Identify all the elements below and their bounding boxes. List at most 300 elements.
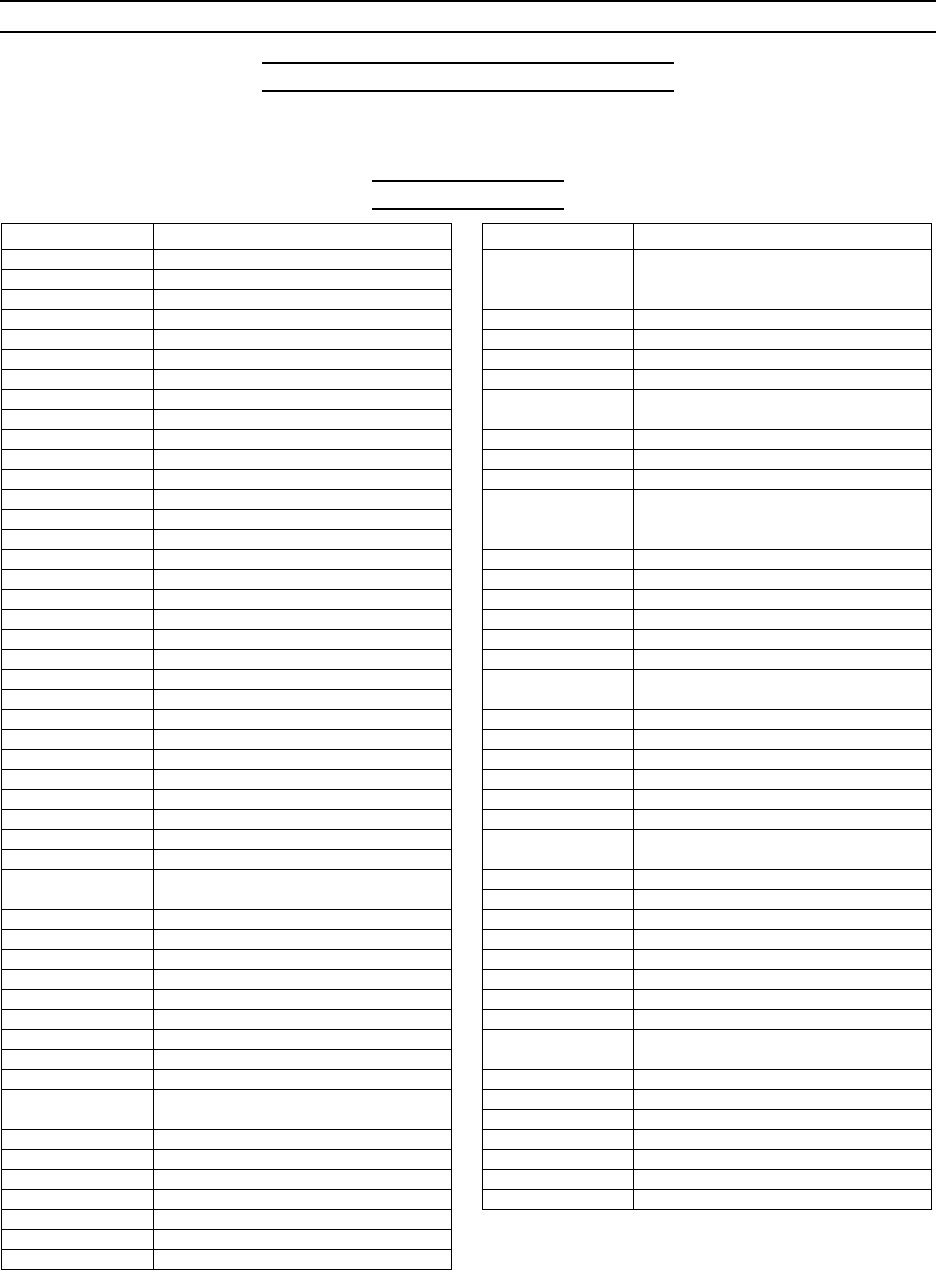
table-row xyxy=(2,1230,452,1250)
table-row xyxy=(483,1150,932,1170)
table-cell-label xyxy=(483,350,634,370)
table-cell-label xyxy=(483,730,634,750)
table-cell-text xyxy=(154,798,451,802)
table-row xyxy=(2,1150,452,1170)
table-cell-value xyxy=(634,570,932,590)
table-cell-value xyxy=(154,1070,452,1090)
table-cell-label xyxy=(2,830,154,850)
table-cell-label xyxy=(2,1090,154,1130)
table-cell-text xyxy=(154,758,451,762)
table-cell-text xyxy=(2,418,153,422)
table-cell-text xyxy=(154,1218,451,1222)
table-cell-label xyxy=(2,1170,154,1190)
table-cell-text xyxy=(634,278,931,282)
table-header-label xyxy=(483,235,633,239)
table-cell-text xyxy=(154,1198,451,1202)
table-cell-text xyxy=(2,338,153,342)
table-cell-label xyxy=(2,550,154,570)
table-cell-text xyxy=(154,518,451,522)
table-cell-text xyxy=(154,458,451,462)
table-row xyxy=(2,1010,452,1030)
table-row xyxy=(483,1110,932,1130)
table-cell-text xyxy=(634,718,931,722)
table-row xyxy=(2,490,452,510)
table-row xyxy=(2,1090,452,1130)
table-cell-text xyxy=(2,518,153,522)
table-row xyxy=(2,350,452,370)
table-cell-value xyxy=(154,950,452,970)
table-cell-text xyxy=(483,1118,633,1122)
table-row xyxy=(483,370,932,390)
table-cell-value xyxy=(634,670,932,710)
table-cell-text xyxy=(154,718,451,722)
table-cell-text xyxy=(2,458,153,462)
table-cell-text xyxy=(154,498,451,502)
table-cell-text xyxy=(154,278,451,282)
table-cell-value xyxy=(634,1110,932,1130)
table-row xyxy=(2,930,452,950)
table-row xyxy=(483,710,932,730)
table-row xyxy=(2,1210,452,1230)
top-rule xyxy=(0,0,936,2)
table-cell-value xyxy=(154,710,452,730)
table-cell-text xyxy=(634,1158,931,1162)
table-row xyxy=(483,930,932,950)
table-cell-text xyxy=(154,558,451,562)
table-cell-value xyxy=(154,1010,452,1030)
table-cell-text xyxy=(154,1158,451,1162)
table-row xyxy=(483,1090,932,1110)
table-cell-value xyxy=(634,310,932,330)
table-cell-label xyxy=(2,1230,154,1250)
table-cell-text xyxy=(483,378,633,382)
table-cell-value xyxy=(154,570,452,590)
table-row xyxy=(483,650,932,670)
table-header-cell xyxy=(483,224,634,250)
table-cell-text xyxy=(2,678,153,682)
table-header-cell xyxy=(2,224,154,250)
table-cell-value xyxy=(154,1250,452,1270)
table-cell-text xyxy=(2,438,153,442)
table-row xyxy=(483,590,932,610)
table-row xyxy=(483,990,932,1010)
table-cell-value xyxy=(154,1030,452,1050)
table-cell-value xyxy=(154,250,452,270)
table-cell-value xyxy=(634,1010,932,1030)
table-cell-value xyxy=(154,650,452,670)
table-cell-text xyxy=(483,1138,633,1142)
table-row xyxy=(2,810,452,830)
table-cell-text xyxy=(483,1078,633,1082)
table-cell-label xyxy=(2,950,154,970)
table-cell-text xyxy=(634,758,931,762)
table-cell-value xyxy=(634,490,932,550)
table-row xyxy=(2,710,452,730)
table-cell-text xyxy=(154,358,451,362)
table-row xyxy=(483,630,932,650)
table-cell-text xyxy=(483,1178,633,1182)
table-row xyxy=(2,910,452,930)
table-cell-text xyxy=(2,1138,153,1142)
table-cell-value xyxy=(154,670,452,690)
table-cell-label xyxy=(483,770,634,790)
table-cell-label xyxy=(483,670,634,710)
table-cell-text xyxy=(483,338,633,342)
table-row xyxy=(483,670,932,710)
table-row xyxy=(2,1070,452,1090)
table-cell-label xyxy=(2,390,154,410)
table-cell-label xyxy=(2,730,154,750)
table-cell-value xyxy=(154,1230,452,1250)
table-row xyxy=(2,610,452,630)
table-cell-value xyxy=(154,910,452,930)
table-cell-label xyxy=(2,750,154,770)
table-row xyxy=(2,550,452,570)
table-cell-text xyxy=(634,618,931,622)
table-cell-value xyxy=(154,1130,452,1150)
table-row xyxy=(2,390,452,410)
table-cell-text xyxy=(634,1138,931,1142)
table-cell-value xyxy=(634,350,932,370)
table-cell-text xyxy=(634,1198,931,1202)
table-cell-text xyxy=(483,618,633,622)
table-cell-text xyxy=(154,1078,451,1082)
table-cell-value xyxy=(634,1090,932,1110)
table-cell-text xyxy=(483,1198,633,1202)
table-cell-value xyxy=(634,430,932,450)
table-row xyxy=(2,270,452,290)
table-cell-text xyxy=(2,738,153,742)
table-row xyxy=(483,470,932,490)
table-cell-label xyxy=(483,430,634,450)
table-cell-text xyxy=(2,358,153,362)
table-cell-label xyxy=(2,470,154,490)
table-cell-label xyxy=(2,1210,154,1230)
table-cell-text xyxy=(634,358,931,362)
table-cell-value xyxy=(634,650,932,670)
table-row xyxy=(2,790,452,810)
table-cell-label xyxy=(483,450,634,470)
table-cell-label xyxy=(2,870,154,910)
table-cell-label xyxy=(2,930,154,950)
table-cell-text xyxy=(483,658,633,662)
table-cell-text xyxy=(2,798,153,802)
table-cell-label xyxy=(483,1070,634,1090)
table-cell-label xyxy=(483,1090,634,1110)
table-cell-label xyxy=(483,1190,634,1210)
table-cell-value xyxy=(154,450,452,470)
table-cell-value xyxy=(154,790,452,810)
table-cell-label xyxy=(483,870,634,890)
table-row xyxy=(483,610,932,630)
table-cell-text xyxy=(634,558,931,562)
table-cell-text xyxy=(2,1038,153,1042)
table-row xyxy=(2,1130,452,1150)
table-cell-text xyxy=(2,558,153,562)
table-cell-text xyxy=(154,818,451,822)
table-cell-value xyxy=(634,470,932,490)
table-cell-text xyxy=(2,578,153,582)
table-row xyxy=(483,1030,932,1070)
table-cell-text xyxy=(483,718,633,722)
table-cell-text xyxy=(154,938,451,942)
table-cell-text xyxy=(634,478,931,482)
table-cell-label xyxy=(483,590,634,610)
table-row xyxy=(483,810,932,830)
table-cell-value xyxy=(634,1030,932,1070)
table-cell-label xyxy=(483,710,634,730)
table-cell-value xyxy=(154,770,452,790)
table-row xyxy=(483,770,932,790)
table-cell-value xyxy=(154,550,452,570)
table-cell-text xyxy=(634,978,931,982)
table-cell-text xyxy=(2,258,153,262)
table-cell-text xyxy=(483,778,633,782)
table-cell-text xyxy=(634,658,931,662)
table-cell-value xyxy=(154,870,452,910)
table-cell-text xyxy=(2,1158,153,1162)
table-cell-label xyxy=(2,1070,154,1090)
table-cell-text xyxy=(483,578,633,582)
table-cell-value xyxy=(634,610,932,630)
table-row xyxy=(483,750,932,770)
form-title-line-1 xyxy=(262,62,674,64)
table-cell-text xyxy=(154,1108,451,1112)
table-row xyxy=(483,790,932,810)
table-row xyxy=(483,950,932,970)
table-cell-label xyxy=(2,770,154,790)
table-cell-value xyxy=(634,790,932,810)
table-row xyxy=(483,1070,932,1090)
table-cell-text xyxy=(483,638,633,642)
form-subtitle-line-1 xyxy=(372,180,564,182)
table-row xyxy=(2,410,452,430)
table-cell-text xyxy=(154,618,451,622)
table-cell-text xyxy=(634,1048,931,1052)
table-cell-label xyxy=(2,1030,154,1050)
table-row xyxy=(483,730,932,750)
form-title-line-2 xyxy=(262,90,674,92)
table-cell-value xyxy=(154,730,452,750)
table-cell-label xyxy=(483,750,634,770)
table-cell-text xyxy=(154,298,451,302)
table-row xyxy=(2,1170,452,1190)
table-cell-value xyxy=(154,1190,452,1210)
table-row xyxy=(2,570,452,590)
table-cell-text xyxy=(634,688,931,692)
table-cell-value xyxy=(634,630,932,650)
table-cell-label xyxy=(483,910,634,930)
table-cell-label xyxy=(2,590,154,610)
table-cell-text xyxy=(2,858,153,862)
table-row xyxy=(483,430,932,450)
table-cell-value xyxy=(154,1050,452,1070)
table-row xyxy=(483,1190,932,1210)
table-header-row xyxy=(2,224,452,250)
table-cell-text xyxy=(154,1238,451,1242)
table-cell-value xyxy=(154,990,452,1010)
table-cell-text xyxy=(2,1238,153,1242)
table-cell-text xyxy=(483,938,633,942)
table-cell-text xyxy=(483,408,633,412)
table-cell-text xyxy=(2,1258,153,1262)
table-cell-value xyxy=(154,690,452,710)
table-cell-value xyxy=(154,1090,452,1130)
table-cell-text xyxy=(154,1178,451,1182)
table-row xyxy=(483,910,932,930)
table-cell-text xyxy=(483,848,633,852)
table-cell-text xyxy=(634,818,931,822)
table-cell-label xyxy=(483,1170,634,1190)
table-cell-label xyxy=(2,690,154,710)
table-cell-value xyxy=(634,750,932,770)
table-header-label xyxy=(2,235,153,239)
table-cell-text xyxy=(154,478,451,482)
table-cell-text xyxy=(634,378,931,382)
table-cell-text xyxy=(154,438,451,442)
table-cell-text xyxy=(483,558,633,562)
table-cell-value xyxy=(154,850,452,870)
table-cell-label xyxy=(2,250,154,270)
table-cell-text xyxy=(2,1198,153,1202)
table-cell-text xyxy=(154,578,451,582)
table-cell-text xyxy=(483,918,633,922)
table-cell-value xyxy=(634,590,932,610)
table-row xyxy=(2,290,452,310)
table-cell-text xyxy=(154,538,451,542)
table-cell-text xyxy=(2,1018,153,1022)
table-cell-value xyxy=(154,530,452,550)
table-cell-text xyxy=(2,1178,153,1182)
table-cell-text xyxy=(154,998,451,1002)
table-cell-text xyxy=(154,1058,451,1062)
table-row xyxy=(2,430,452,450)
table-cell-label xyxy=(2,430,154,450)
table-cell-text xyxy=(2,918,153,922)
table-cell-text xyxy=(483,478,633,482)
table-cell-label xyxy=(2,570,154,590)
table-row xyxy=(2,1030,452,1050)
table-cell-label xyxy=(2,610,154,630)
table-cell-value xyxy=(154,270,452,290)
table-cell-label xyxy=(2,1130,154,1150)
table-cell-label xyxy=(483,890,634,910)
table-cell-label xyxy=(2,370,154,390)
table-cell-value xyxy=(154,830,452,850)
table-cell-text xyxy=(154,918,451,922)
table-cell-value xyxy=(154,970,452,990)
table-row xyxy=(483,830,932,870)
table-cell-text xyxy=(2,498,153,502)
table-cell-value xyxy=(154,410,452,430)
table-cell-text xyxy=(634,1018,931,1022)
table-cell-text xyxy=(2,1218,153,1222)
table-cell-label xyxy=(2,790,154,810)
table-cell-value xyxy=(634,730,932,750)
table-cell-text xyxy=(154,418,451,422)
table-cell-label xyxy=(483,490,634,550)
table-cell-label xyxy=(2,290,154,310)
table-cell-label xyxy=(2,450,154,470)
table-row xyxy=(483,490,932,550)
table-cell-text xyxy=(154,318,451,322)
table-row xyxy=(2,1050,452,1070)
table-cell-text xyxy=(154,1018,451,1022)
table-cell-value xyxy=(634,890,932,910)
table-cell-text xyxy=(154,698,451,702)
table-cell-text xyxy=(634,778,931,782)
table-cell-text xyxy=(634,438,931,442)
table-row xyxy=(2,870,452,910)
table-cell-label xyxy=(2,490,154,510)
table-cell-text xyxy=(2,758,153,762)
table-cell-label xyxy=(2,350,154,370)
table-row xyxy=(2,590,452,610)
table-row xyxy=(483,1010,932,1030)
table-cell-value xyxy=(634,930,932,950)
table-row xyxy=(2,950,452,970)
table-cell-label xyxy=(483,470,634,490)
table-cell-label xyxy=(483,610,634,630)
table-cell-text xyxy=(154,838,451,842)
table-cell-text xyxy=(483,758,633,762)
table-cell-text xyxy=(634,918,931,922)
table-cell-value xyxy=(634,250,932,310)
table-cell-value xyxy=(154,350,452,370)
table-cell-text xyxy=(634,738,931,742)
table-cell-value xyxy=(154,610,452,630)
table-row xyxy=(2,770,452,790)
table-cell-text xyxy=(2,838,153,842)
table-row xyxy=(2,830,452,850)
table-cell-label xyxy=(483,310,634,330)
table-cell-text xyxy=(2,778,153,782)
table-row xyxy=(2,1250,452,1270)
table-cell-text xyxy=(154,778,451,782)
table-cell-text xyxy=(2,698,153,702)
table-row xyxy=(2,690,452,710)
table-cell-label xyxy=(2,530,154,550)
table-cell-value xyxy=(634,910,932,930)
table-cell-value xyxy=(154,330,452,350)
table-cell-value xyxy=(634,1190,932,1210)
table-row xyxy=(483,1170,932,1190)
table-cell-label xyxy=(2,1190,154,1210)
table-cell-text xyxy=(2,318,153,322)
table-cell-text xyxy=(483,1018,633,1022)
table-cell-label xyxy=(2,270,154,290)
table-row xyxy=(2,530,452,550)
table-cell-label xyxy=(483,630,634,650)
table-cell-value xyxy=(634,1170,932,1190)
table-cell-value xyxy=(154,810,452,830)
table-cell-value xyxy=(634,1130,932,1150)
table-cell-text xyxy=(2,888,153,892)
table-cell-text xyxy=(634,638,931,642)
table-header-label xyxy=(634,235,931,239)
table-cell-value xyxy=(634,990,932,1010)
table-cell-text xyxy=(634,1178,931,1182)
table-cell-value xyxy=(634,550,932,570)
table-cell-value xyxy=(154,430,452,450)
table-cell-value xyxy=(634,1070,932,1090)
table-cell-label xyxy=(483,990,634,1010)
table-cell-text xyxy=(483,518,633,522)
table-row xyxy=(2,670,452,690)
table-cell-text xyxy=(154,978,451,982)
table-cell-value xyxy=(634,970,932,990)
table-cell-label xyxy=(2,650,154,670)
